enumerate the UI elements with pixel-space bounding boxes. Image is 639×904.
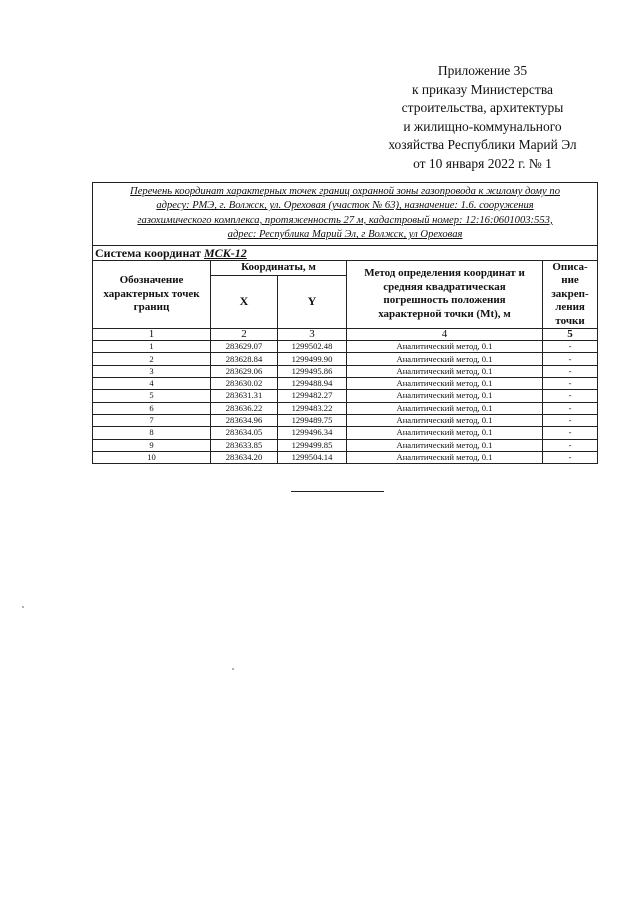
appendix-header-line: к приказу Министерства: [411, 81, 554, 97]
point-number-cell: 8: [93, 427, 211, 439]
y-coordinate-cell: 1299499.85: [278, 439, 347, 451]
description-cell: -: [543, 427, 598, 439]
method-cell: Аналитический метод, 0.1: [347, 427, 543, 439]
caption-line: газохимического комплекса, протяженность 27 м, кадастровый номер: 12:16:0601003:553,: [137, 214, 553, 226]
table-row: [93, 451, 598, 463]
description-cell: -: [543, 439, 598, 451]
x-coordinate-cell: 283634.20: [211, 451, 278, 463]
y-coordinate-cell: 1299489.75: [278, 414, 347, 426]
coordinate-system-label: Система координат: [95, 245, 201, 260]
method-cell: Аналитический метод, 0.1: [347, 365, 543, 377]
x-coordinate-cell: 283630.02: [211, 378, 278, 390]
table-row: [93, 402, 598, 414]
table-row: [93, 378, 598, 390]
x-coordinate-cell: 283636.22: [211, 402, 278, 414]
method-cell: Аналитический метод, 0.1: [347, 414, 543, 426]
description-cell: -: [543, 341, 598, 353]
table-row: [93, 390, 598, 402]
column-number-row: [93, 329, 598, 341]
point-number-cell: 6: [93, 402, 211, 414]
column-number: 3: [278, 329, 347, 341]
caption-line: адресу: РМЭ, г. Волжск, ул. Ореховая (участок № 63), назначение: 1.6. сооружения: [156, 200, 534, 212]
point-number-cell: 4: [93, 378, 211, 390]
x-coordinate-cell: 283634.96: [211, 414, 278, 426]
y-coordinate-cell: 1299504.14: [278, 451, 347, 463]
x-coordinate-cell: 283634.05: [211, 427, 278, 439]
table-row: [93, 414, 598, 426]
caption-line: адрес: Республика Марий Эл, г Волжск, ул Ореховая: [227, 229, 463, 241]
table-row: [93, 365, 598, 377]
closing-divider-line: [291, 491, 384, 492]
table-row: [93, 427, 598, 439]
caption-line: Перечень координат характерных точек границ охранной зоны газопровода к жилому дому по: [130, 186, 561, 197]
x-coordinate-cell: 283629.06: [211, 365, 278, 377]
coordinates-table-body: [93, 341, 598, 464]
table-row: [93, 341, 598, 353]
appendix-header: [360, 62, 605, 174]
x-coordinate-cell: 283629.07: [211, 341, 278, 353]
y-coordinate-cell: 1299499.90: [278, 353, 347, 365]
table-caption: [93, 183, 598, 246]
description-cell: -: [543, 402, 598, 414]
coordinate-system-row: [93, 245, 598, 260]
description-cell: -: [543, 451, 598, 463]
appendix-header-line: хозяйства Республики Марий Эл: [388, 137, 577, 153]
point-number-cell: 1: [93, 341, 211, 353]
table-row: [93, 439, 598, 451]
column-number: 4: [347, 329, 543, 341]
header-y: Y: [278, 275, 347, 328]
x-coordinate-cell: 283631.31: [211, 390, 278, 402]
point-number-cell: 2: [93, 353, 211, 365]
header-coordinates: Координаты, м: [211, 260, 347, 275]
description-cell: -: [543, 378, 598, 390]
y-coordinate-cell: 1299496.34: [278, 427, 347, 439]
description-cell: -: [543, 390, 598, 402]
header-description: Описа- ние закреп- ления точки: [543, 260, 598, 329]
x-coordinate-cell: 283628.84: [211, 353, 278, 365]
column-number: 5: [543, 329, 598, 341]
method-cell: Аналитический метод, 0.1: [347, 402, 543, 414]
header-point-designation: Обозначение характерных точек границ: [93, 260, 211, 329]
point-number-cell: 9: [93, 439, 211, 451]
y-coordinate-cell: 1299502.48: [278, 341, 347, 353]
point-number-cell: 5: [93, 390, 211, 402]
method-cell: Аналитический метод, 0.1: [347, 439, 543, 451]
description-cell: -: [543, 414, 598, 426]
coordinate-system-name: МСК-12: [203, 245, 247, 260]
column-number: 1: [93, 329, 211, 341]
method-cell: Аналитический метод, 0.1: [347, 451, 543, 463]
header-method: Метод определения координат и средняя квадратическая погрешность положения характерной точки (Mt), м: [347, 260, 543, 329]
point-number-cell: 7: [93, 414, 211, 426]
header-x: X: [211, 275, 278, 328]
appendix-header-line: и жилищно-коммунального: [403, 118, 562, 134]
method-cell: Аналитический метод, 0.1: [347, 390, 543, 402]
x-coordinate-cell: 283633.85: [211, 439, 278, 451]
description-cell: -: [543, 365, 598, 377]
coordinates-table: [92, 182, 598, 464]
y-coordinate-cell: 1299495.86: [278, 365, 347, 377]
column-number: 2: [211, 329, 278, 341]
point-number-cell: 3: [93, 365, 211, 377]
y-coordinate-cell: 1299488.94: [278, 378, 347, 390]
method-cell: Аналитический метод, 0.1: [347, 341, 543, 353]
y-coordinate-cell: 1299483.22: [278, 402, 347, 414]
appendix-header-line: Приложение 35: [437, 63, 528, 78]
scan-speck: [232, 668, 234, 670]
y-coordinate-cell: 1299482.27: [278, 390, 347, 402]
description-cell: -: [543, 353, 598, 365]
appendix-header-line: от 10 января 2022 г. № 1: [413, 155, 552, 171]
point-number-cell: 10: [93, 451, 211, 463]
appendix-header-line: строительства, архитектуры: [401, 100, 564, 116]
method-cell: Аналитический метод, 0.1: [347, 378, 543, 390]
scan-speck: [22, 606, 24, 608]
method-cell: Аналитический метод, 0.1: [347, 353, 543, 365]
table-row: [93, 353, 598, 365]
